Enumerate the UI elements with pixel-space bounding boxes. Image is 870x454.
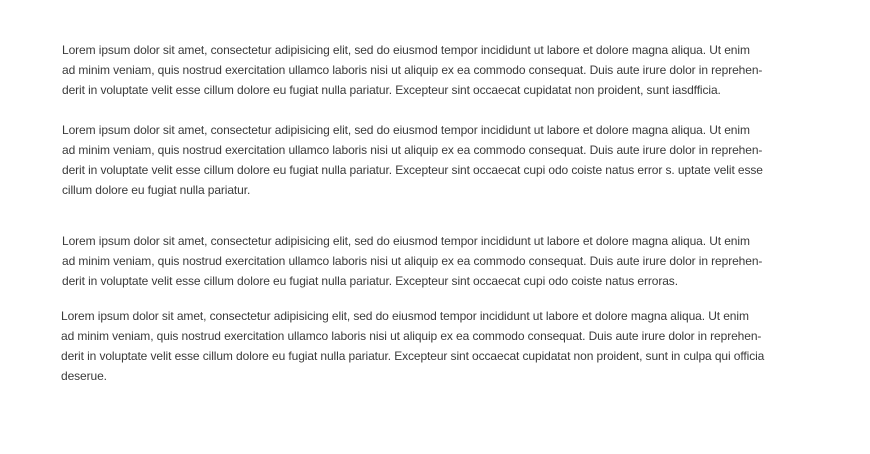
paragraph-4 [61, 306, 804, 386]
paragraph-line: Lorem ipsum dolor sit amet, consectetur adipisicing elit, sed do eiusmod tempor incididunt ut labore et dolore magna aliqua. Ut enim [62, 123, 750, 137]
paragraph-line: Lorem ipsum dolor sit amet, consectetur adipisicing elit, sed do eiusmod tempor incididunt ut labore et dolore magna aliqua. Ut enim [61, 309, 749, 323]
paragraph-line: derit in voluptate velit esse cillum dolore eu fugiat nulla pariatur. Excepteur sint occaecat cupi odo coiste natus erroras. [62, 274, 678, 288]
paragraph-line: deserue. [61, 369, 107, 383]
paragraph-line: ad minim veniam, quis nostrud exercitation ullamco laboris nisi ut aliquip ex ea commodo consequat. Duis aute irure dolor in reprehen- [62, 143, 763, 157]
paragraph-2 [62, 120, 804, 200]
paragraph-3 [62, 231, 804, 291]
paragraph-line: cillum dolore eu fugiat nulla pariatur. [62, 183, 251, 197]
paragraph-line: derit in voluptate velit esse cillum dolore eu fugiat nulla pariatur. Excepteur sint occaecat cupi odo coiste natus error s. uptate velit esse [62, 163, 763, 177]
paragraph-line: ad minim veniam, quis nostrud exercitation ullamco laboris nisi ut aliquip ex ea commodo consequat. Duis aute irure dolor in reprehen- [62, 254, 763, 268]
paragraph-1 [62, 40, 804, 100]
document-body [62, 40, 804, 386]
paragraph-line: ad minim veniam, quis nostrud exercitation ullamco laboris nisi ut aliquip ex ea commodo consequat. Duis aute irure dolor in reprehen- [62, 63, 763, 77]
paragraph-line: Lorem ipsum dolor sit amet, consectetur adipisicing elit, sed do eiusmod tempor incididunt ut labore et dolore magna aliqua. Ut enim [62, 234, 750, 248]
paragraph-line: Lorem ipsum dolor sit amet, consectetur adipisicing elit, sed do eiusmod tempor incididunt ut labore et dolore magna aliqua. Ut enim [62, 43, 750, 57]
paragraph-line: derit in voluptate velit esse cillum dolore eu fugiat nulla pariatur. Excepteur sint occaecat cupidatat non proident, sunt in culpa qui officia [61, 349, 765, 363]
paragraph-line: ad minim veniam, quis nostrud exercitation ullamco laboris nisi ut aliquip ex ea commodo consequat. Duis aute irure dolor in reprehen- [61, 329, 762, 343]
paragraph-line: derit in voluptate velit esse cillum dolore eu fugiat nulla pariatur. Excepteur sint occaecat cupidatat non proident, sunt iasdfficia. [62, 83, 721, 97]
